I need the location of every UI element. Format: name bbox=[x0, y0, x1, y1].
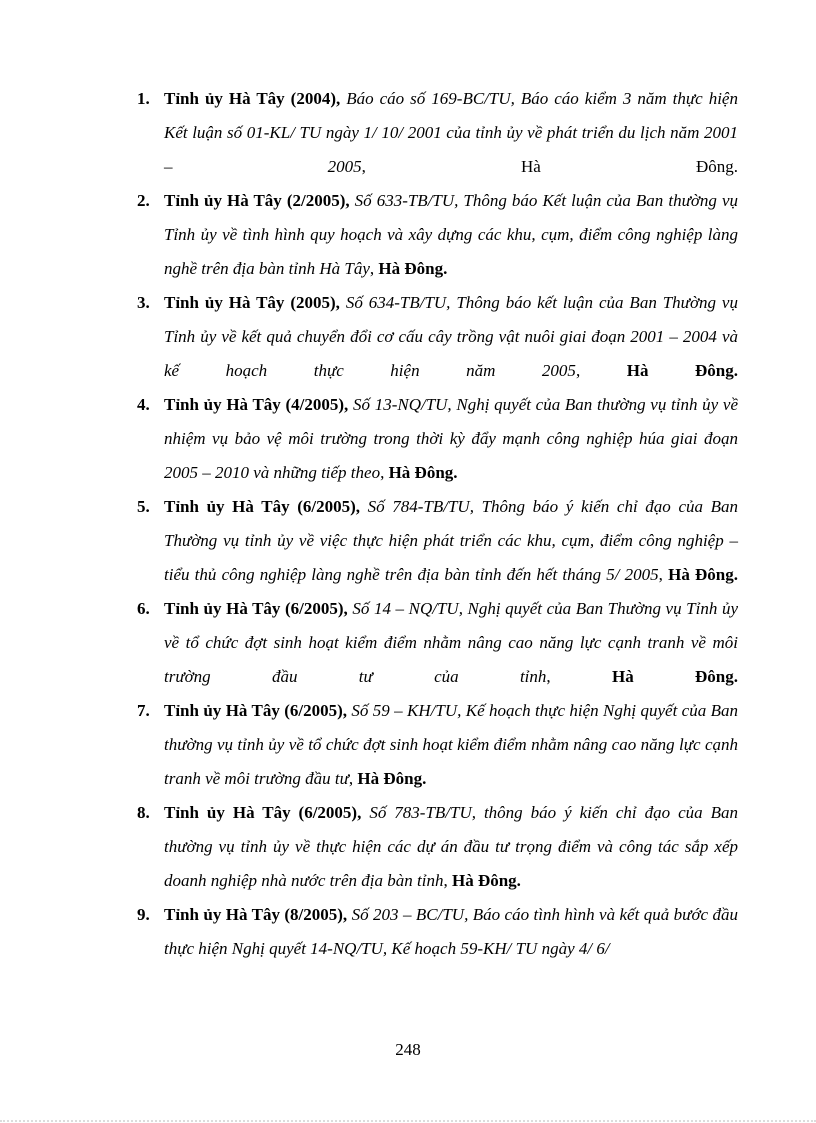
reference-title: Số 203 – BC/TU, Báo cáo tình hình và kết quả bước đầu thực hiện Nghị quyết 14-NQ/TU, Kế hoạch 59-KH/ TU ngày 4/ 6/ bbox=[164, 905, 738, 958]
reference-separator: , bbox=[348, 769, 358, 788]
reference-author: Tỉnh ủy Hà Tây (6/2005), bbox=[164, 497, 368, 516]
reference-author: Tỉnh ủy Hà Tây (2/2005), bbox=[164, 191, 355, 210]
reference-separator: , bbox=[369, 259, 379, 278]
reference-title: Số 784-TB/TU, Thông báo ý kiến chỉ đạo của Ban Thường vụ tỉnh ủy về việc thực hiện phát triển các khu, cụm, điểm công nghiệp – tiểu thủ công nghiệp làng nghề trên địa bàn tỉnh đến hết tháng 5/ 2005 bbox=[164, 497, 738, 584]
reference-item bbox=[137, 898, 738, 966]
reference-list bbox=[137, 82, 738, 966]
reference-author: Tỉnh ủy Hà Tây (2004), bbox=[164, 89, 347, 108]
reference-item bbox=[137, 694, 738, 796]
reference-place: Hà Đông. bbox=[451, 871, 521, 890]
reference-separator: , bbox=[443, 871, 452, 890]
reference-item bbox=[137, 82, 738, 184]
reference-number: 3. bbox=[137, 293, 150, 312]
reference-author: Tỉnh ủy Hà Tây (4/2005), bbox=[164, 395, 353, 414]
reference-separator: , bbox=[380, 463, 389, 482]
reference-item bbox=[137, 490, 738, 592]
reference-number: 7. bbox=[137, 701, 150, 720]
bottom-dotted-line bbox=[0, 1120, 816, 1122]
reference-number: 1. bbox=[137, 89, 150, 108]
reference-place: Hà Đông. bbox=[357, 769, 427, 788]
reference-place: Hà Đông. bbox=[668, 565, 738, 584]
reference-separator: , bbox=[361, 157, 522, 176]
reference-item bbox=[137, 388, 738, 490]
reference-item bbox=[137, 592, 738, 694]
reference-title: Số 59 – KH/TU, Kế hoạch thực hiện Nghị quyết của Ban thường vụ tỉnh ủy về tổ chức đợt sinh hoạt kiểm điểm nhằm nâng cao năng lực cạnh tranh về môi trường đầu tư bbox=[164, 701, 738, 788]
reference-title: Báo cáo số 169-BC/TU, Báo cáo kiểm 3 năm thực hiện Kết luận số 01-KL/ TU ngày 1/ 10/ 2001 của tỉnh ủy về phát triển du lịch năm 2001 – 2005 bbox=[164, 89, 738, 176]
reference-number: 2. bbox=[137, 191, 150, 210]
reference-place: Hà Đông. bbox=[611, 667, 738, 686]
reference-separator: , bbox=[546, 667, 612, 686]
reference-title: Số 13-NQ/TU, Nghị quyết của Ban thường vụ tỉnh ủy về nhiệm vụ bảo vệ môi trường trong thời kỳ đẩy mạnh công nghiệp húa giai đoạn 2005 – 2010 và những tiếp theo bbox=[164, 395, 739, 482]
reference-separator: , bbox=[575, 361, 627, 380]
reference-number: 8. bbox=[137, 803, 150, 822]
reference-item bbox=[137, 286, 738, 388]
reference-item bbox=[137, 796, 738, 898]
reference-author: Tỉnh ủy Hà Tây (2005), bbox=[164, 293, 346, 312]
reference-author: Tỉnh ủy Hà Tây (6/2005), bbox=[164, 599, 353, 618]
reference-separator: , bbox=[658, 565, 669, 584]
reference-number: 9. bbox=[137, 905, 150, 924]
reference-place: Hà Đông. bbox=[388, 463, 458, 482]
page-number: 248 bbox=[395, 1040, 421, 1059]
reference-item bbox=[137, 184, 738, 286]
reference-title: Số 634-TB/TU, Thông báo kết luận của Ban Thường vụ Tỉnh ủy về kết quả chuyển đổi cơ cấu cây trồng vật nuôi giai đoạn 2001 – 2004 và kế hoạch thực hiện năm 2005 bbox=[164, 293, 738, 380]
reference-place: Hà Đông. bbox=[521, 157, 739, 176]
reference-title: Số 633-TB/TU, Thông báo Kết luận của Ban thường vụ Tỉnh ủy về tình hình quy hoạch và xây dựng các khu, cụm, điểm công nghiệp làng nghề trên địa bàn tỉnh Hà Tây bbox=[164, 191, 738, 278]
reference-number: 5. bbox=[137, 497, 150, 516]
reference-place: Hà Đông. bbox=[378, 259, 448, 278]
reference-title: Số 14 – NQ/TU, Nghị quyết của Ban Thường vụ Tỉnh ủy về tổ chức đợt sinh hoạt kiểm điểm nhằm nâng cao năng lực cạnh tranh về môi trường đầu tư của tỉnh bbox=[164, 599, 738, 686]
reference-author: Tỉnh ủy Hà Tây (6/2005), bbox=[164, 701, 352, 720]
reference-place: Hà Đông. bbox=[626, 361, 738, 380]
reference-author: Tỉnh ủy Hà Tây (8/2005), bbox=[164, 905, 352, 924]
reference-number: 6. bbox=[137, 599, 150, 618]
reference-number: 4. bbox=[137, 395, 150, 414]
reference-author: Tỉnh ủy Hà Tây (6/2005), bbox=[164, 803, 370, 822]
reference-title: Số 783-TB/TU, thông báo ý kiến chỉ đạo của Ban thường vụ tỉnh ủy về thực hiện các dự án đầu tư trọng điểm và công tác sắp xếp doanh nghiệp nhà nước trên địa bàn tỉnh bbox=[164, 803, 738, 890]
